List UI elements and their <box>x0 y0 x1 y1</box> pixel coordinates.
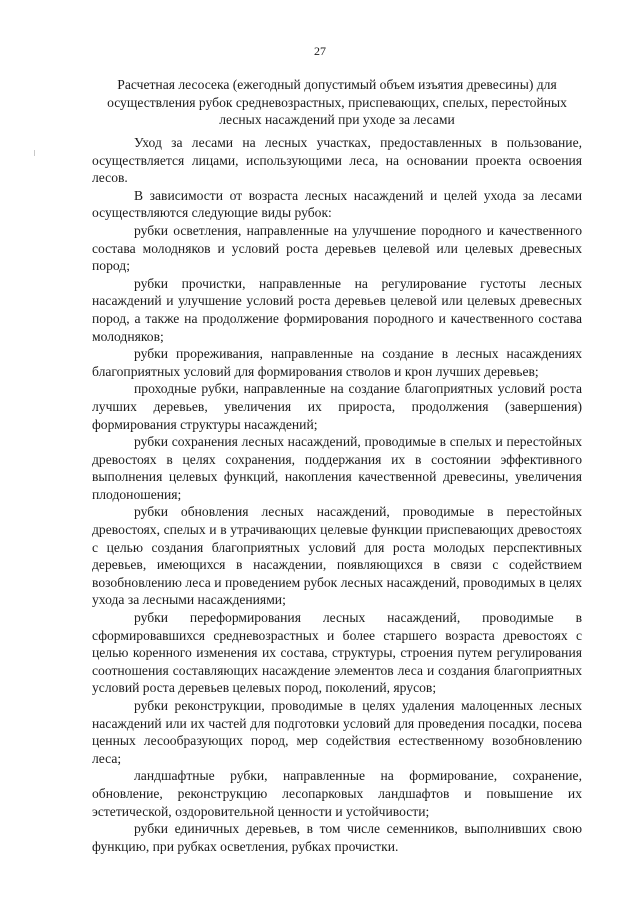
paragraph: проходные рубки, направленные на создание благоприятных условий роста лучших деревьев, увеличения их прироста, продолжения (завершения) формирования структуры насаждений; <box>92 381 582 432</box>
document-body <box>92 134 582 855</box>
paragraph: рубки единичных деревьев, в том числе семенников, выполнивших свою функцию, при рубках осветления, рубках прочистки. <box>92 821 582 854</box>
paragraph: ландшафтные рубки, направленные на формирование, сохранение, обновление, реконструкцию лесопарковых ландшафтов и повышение их эстетической, оздоровительной ценности и устойчивости; <box>92 768 582 819</box>
paragraph: Уход за лесами на лесных участках, предоставленных в пользование, осуществляется лицами, использующими леса, на основании проекта освоения лесов. <box>92 135 582 186</box>
paragraph: рубки сохранения лесных насаждений, проводимые в спелых и перестойных древостоях в целях сохранения, поддержания их в состоянии эффективного выполнения целевых функций, накопления качественной древесины, увеличения плодоношения; <box>92 434 582 502</box>
paragraph: рубки реконструкции, проводимые в целях удаления малоценных лесных насаждений или их частей для подготовки условий для проведения посадки, посева ценных лесообразующих пород, мер содействия естественному возобновлению леса; <box>92 698 582 766</box>
paragraph: рубки осветления, направленные на улучшение породного и качественного состава молодняков и условий роста деревьев целевой или целевых древесных пород; <box>92 222 582 274</box>
page-number: 27 <box>314 44 326 58</box>
paragraph: В зависимости от возраста лесных насаждений и целей ухода за лесами осуществляются следующие виды рубок: <box>92 187 582 221</box>
paragraph: рубки переформирования лесных насаждений, проводимые в сформировавшихся средневозрастных и более старшего возраста древостоях с целью коренного изменения их состава, структуры, строения путем регулирования соотношения составляющих насаждение элементов леса и создания благоприятных условий роста деревьев целевых пород, поколений, ярусов; <box>92 610 582 696</box>
paragraph: рубки прочистки, направленные на регулирование густоты лесных насаждений и улучшение условий роста деревьев целевой или целевых древесных пород, а также на продолжение формирования породного и качественного состава молодняков; <box>92 275 582 344</box>
section-heading: Расчетная лесосека (ежегодный допустимый объем изъятия древесины) для осуществления рубок средневозрастных, приспевающих, спелых, перестойных лесных насаждений при уходе за лесами <box>107 77 567 127</box>
paragraph: рубки обновления лесных насаждений, проводимые в перестойных древостоях, спелых и в утрачивающих целевые функции приспевающих древостоях с целью создания благоприятных условий для роста молодых перспективных деревьев, имеющихся в насаждении, появляющихся в связи с содействием возобновлению леса и проведением рубок лесных насаждений, проводимых в целях ухода за лесными насаждениями; <box>92 504 582 608</box>
margin-mark <box>34 150 35 156</box>
paragraph: рубки прореживания, направленные на создание в лесных насаждениях благоприятных условий для формирования стволов и крон лучших деревьев; <box>92 346 582 379</box>
